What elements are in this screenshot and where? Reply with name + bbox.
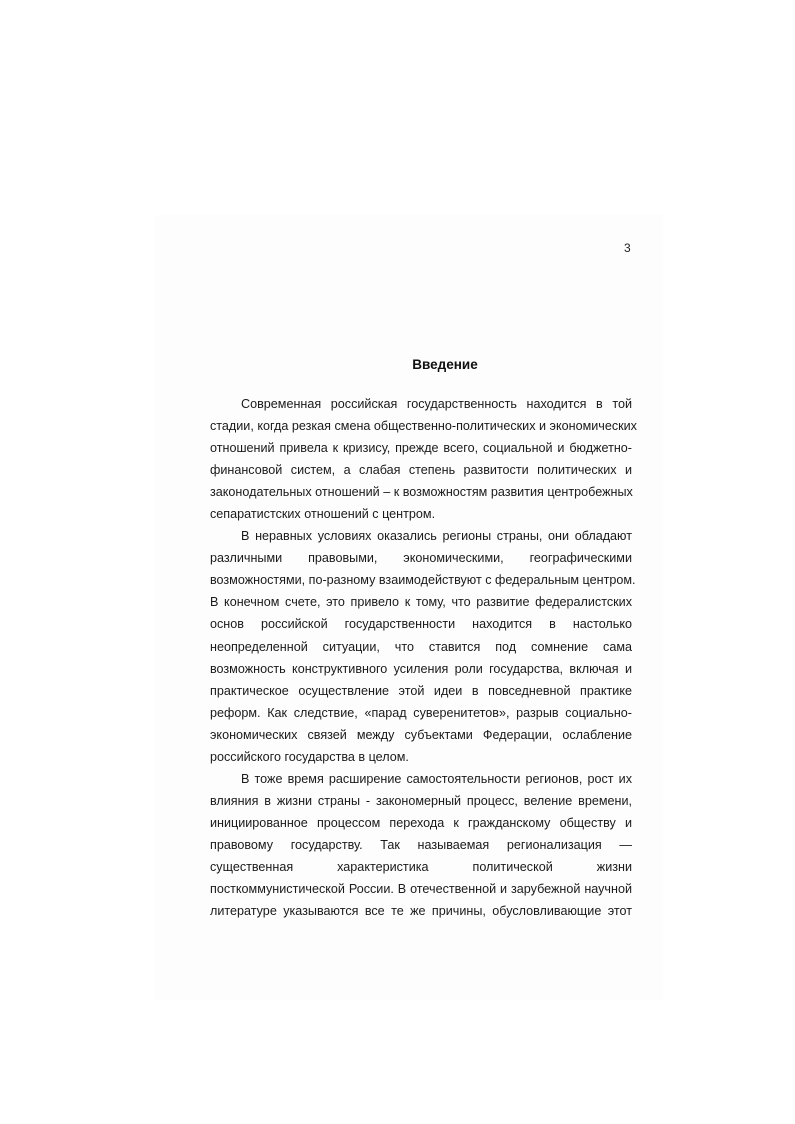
text-line: В неравных условиях оказались регионы страны, они обладают (241, 529, 632, 544)
text-line: основ российской государственности находится в настолько (210, 617, 632, 632)
text-line: финансовой систем, а слабая степень развитости политических и (210, 463, 632, 478)
text-line: отношений привела к кризису, прежде всего, социальной и бюджетно- (210, 441, 632, 456)
text-line: сепаратистских отношений с центром. (210, 507, 436, 522)
text-line: возможностями, по-разному взаимодействуют с федеральным центром. (210, 573, 636, 588)
text-line: экономических связей между субъектами Федерации, ослабление (210, 727, 632, 742)
body-text (210, 393, 637, 922)
text-line: В конечном счете, это привело к тому, что развитие федералистских (210, 595, 632, 610)
text-line: практическое осуществление этой идеи в повседневной практике (210, 683, 632, 698)
text-line: существенная характеристика политической жизни (210, 859, 632, 874)
text-line: посткоммунистической России. В отечественной и зарубежной научной (210, 882, 632, 897)
paragraph-1 (210, 393, 637, 525)
text-line: правовому государству. Так называемая регионализация — (210, 837, 632, 852)
text-line: влияния в жизни страны - закономерный процесс, веление времени, (210, 793, 632, 808)
text-line: Современная российская государственность находится в той (241, 397, 632, 411)
text-line: В тоже время расширение самостоятельности регионов, рост их (241, 771, 632, 786)
text-line: литературе указываются все те же причины, обусловливающие этот (210, 904, 632, 919)
page-number: 3 (624, 241, 631, 255)
text-line: неопределенной ситуации, что ставится под сомнение сама (210, 639, 632, 654)
section-heading: Введение (412, 357, 478, 372)
text-line: реформ. Как следствие, «парад суверенитетов», разрыв социально- (210, 705, 632, 720)
paragraph-2 (210, 525, 636, 768)
text-line: стадии, когда резкая смена общественно-политических и экономических (210, 419, 637, 434)
text-line: законодательных отношений – к возможностям развития центробежных (210, 485, 633, 500)
text-line: инициированное процессом перехода к гражданскому обществу и (210, 815, 632, 830)
paragraph-3 (210, 768, 632, 922)
text-line: возможность конструктивного усиления роли государства, включая и (210, 661, 632, 676)
text-line: различными правовыми, экономическими, географическими (210, 551, 632, 566)
text-line: российского государства в целом. (210, 749, 409, 764)
